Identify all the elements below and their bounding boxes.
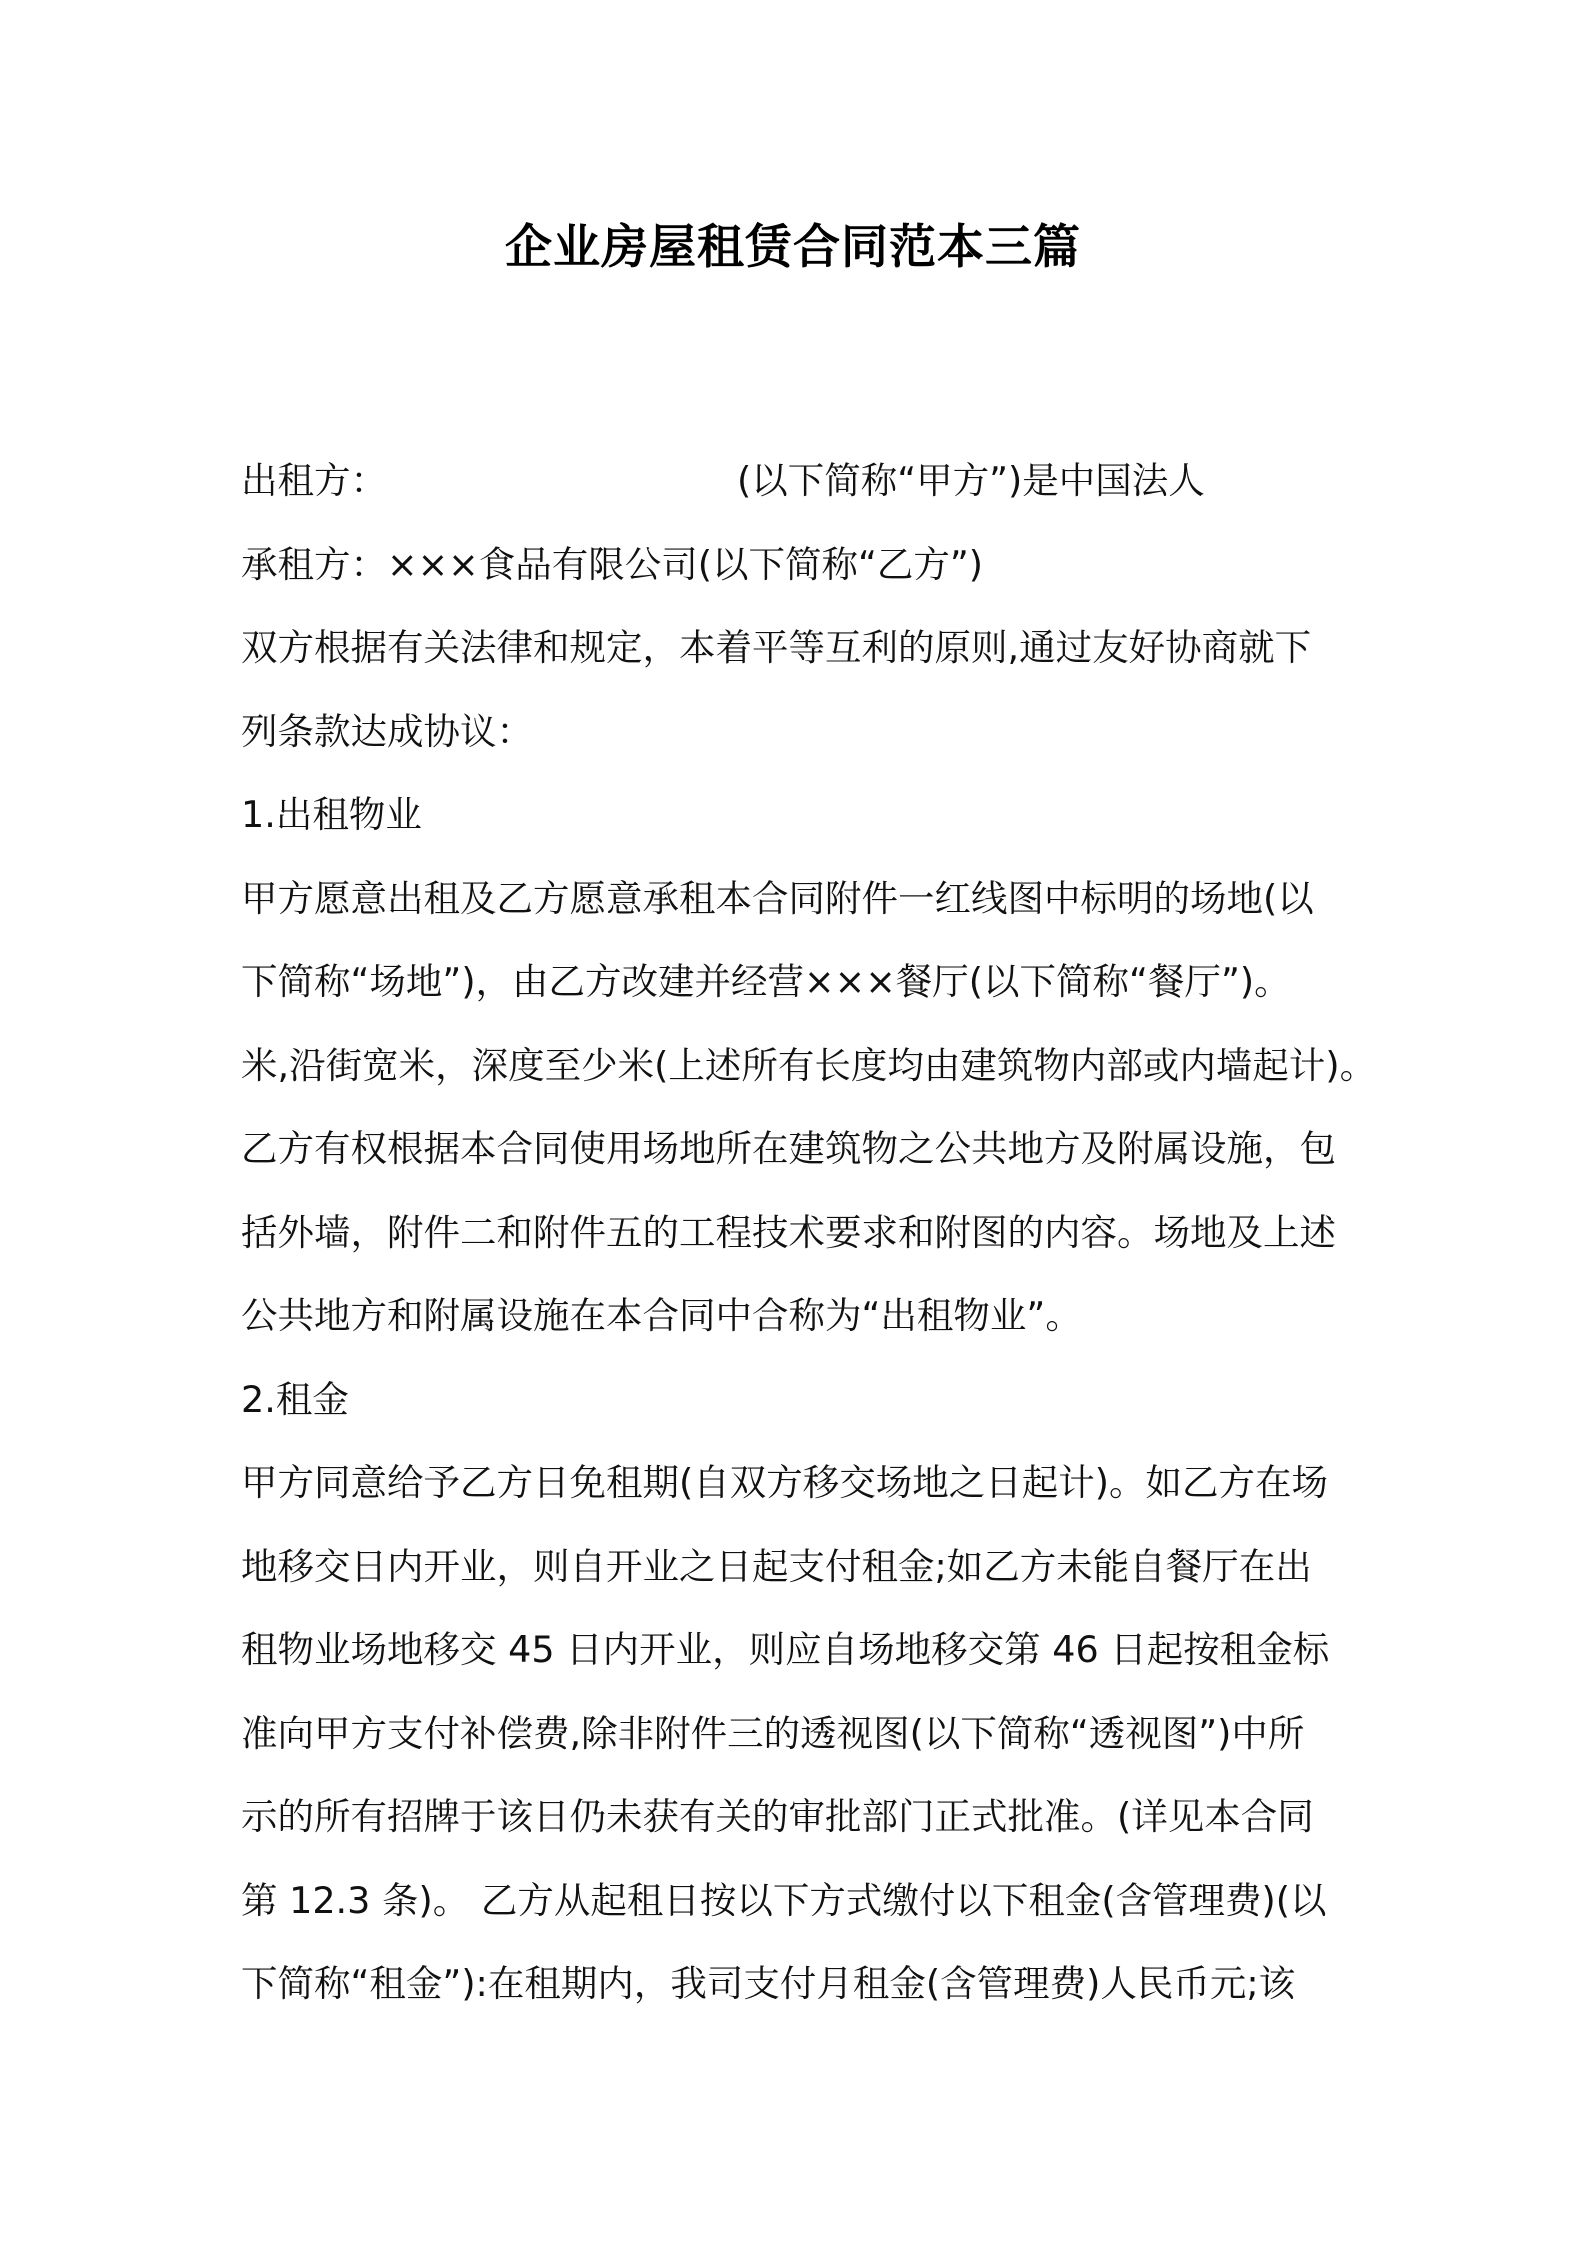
text-line: 第 12.3 条)。 乙方从起租日按以下方式缴付以下租金(含管理费)(以 (241, 1878, 1327, 1922)
text-line: 双方根据有关法律和规定，本着平等互利的原则,通过友好协商就下 (241, 626, 1312, 669)
lessor-line (241, 439, 1371, 523)
text-line: 准向甲方支付补偿费,除非附件三的透视图(以下简称“透视图”)中所 (241, 1711, 1305, 1755)
section-heading: 2.租金 (241, 1377, 349, 1421)
document-body (241, 439, 1377, 2026)
text-line: 公共地方和附属设施在本合同中合称为“出租物业”。 (241, 1294, 1082, 1337)
text-line: 租物业场地移交 45 日内开业，则应自场地移交第 46 日起按租金标 (241, 1628, 1330, 1671)
text-line: 乙方有权根据本合同使用场地所在建筑物之公共地方及附属设施，包 (241, 1127, 1336, 1170)
text-line: 列条款达成协议： (241, 709, 533, 753)
text-line: 承租方：×××食品有限公司(以下简称“乙方”) (241, 542, 984, 586)
text-line: 括外墙，附件二和附件五的工程技术要求和附图的内容。场地及上述 (241, 1210, 1336, 1254)
text-line: 地移交日内开业，则自开业之日起支付租金;如乙方未能自餐厅在出 (241, 1544, 1312, 1588)
text-line: 下简称“场地”)，由乙方改建并经营×××餐厅(以下简称“餐厅”)。 (241, 960, 1291, 1003)
text-line: 示的所有招牌于该日仍未获有关的审批部门正式批准。(详见本合同 (241, 1795, 1314, 1838)
text-line: 下简称“租金”):在租期内，我司支付月租金(含管理费)人民币元;该 (241, 1962, 1296, 2005)
lessor-suffix: (以下简称“甲方”)是中国法人 (737, 459, 1205, 502)
lessor-label: 出租方： (241, 459, 387, 502)
text-line: 甲方同意给予乙方日免租期(自双方移交场地之日起计)。如乙方在场 (241, 1461, 1328, 1504)
text-line: 米,沿街宽米，深度至少米(上述所有长度均由建筑物内部或内墙起计)。 (241, 1043, 1377, 1087)
document-title: 企业房屋租赁合同范本三篇 (505, 220, 1081, 275)
section-heading: 1.出租物业 (241, 793, 422, 836)
text-line: 甲方愿意出租及乙方愿意承租本合同附件一红线图中标明的场地(以 (241, 876, 1314, 920)
